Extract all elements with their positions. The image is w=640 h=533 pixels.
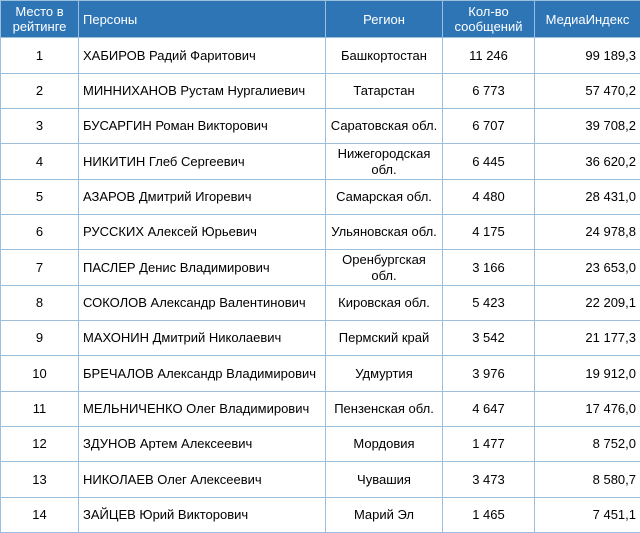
cell-rank: 3 [1, 109, 79, 144]
cell-count: 3 473 [443, 462, 535, 498]
cell-count: 11 246 [443, 38, 535, 74]
cell-person: АЗАРОВ Дмитрий Игоревич [79, 180, 326, 215]
cell-count: 6 707 [443, 109, 535, 144]
header-rank: Место в рейтинге [1, 1, 79, 38]
header-index: МедиаИндекс [535, 1, 640, 38]
cell-region: Пензенская обл. [326, 392, 443, 427]
cell-person: МЕЛЬНИЧЕНКО Олег Владимирович [79, 392, 326, 427]
cell-person: БУСАРГИН Роман Викторович [79, 109, 326, 144]
cell-person: СОКОЛОВ Александр Валентинович [79, 286, 326, 321]
cell-count: 4 175 [443, 215, 535, 250]
cell-rank: 6 [1, 215, 79, 250]
table-row [1, 144, 640, 180]
cell-rank: 13 [1, 462, 79, 498]
cell-rank: 1 [1, 38, 79, 74]
cell-count: 4 480 [443, 180, 535, 215]
cell-person: ПАСЛЕР Денис Владимирович [79, 250, 326, 286]
table-row [1, 180, 640, 215]
cell-media-index: 8 580,7 [535, 462, 640, 498]
cell-region: Марий Эл [326, 498, 443, 533]
cell-media-index: 36 620,2 [535, 144, 640, 180]
cell-person: МИННИХАНОВ Рустам Нургалиевич [79, 74, 326, 109]
header-row [1, 1, 640, 38]
cell-rank: 4 [1, 144, 79, 180]
cell-person: МАХОНИН Дмитрий Николаевич [79, 321, 326, 356]
cell-rank: 7 [1, 250, 79, 286]
table-row [1, 392, 640, 427]
cell-count: 5 423 [443, 286, 535, 321]
cell-rank: 2 [1, 74, 79, 109]
cell-media-index: 28 431,0 [535, 180, 640, 215]
cell-rank: 8 [1, 286, 79, 321]
table-row [1, 356, 640, 392]
cell-media-index: 57 470,2 [535, 74, 640, 109]
table-row [1, 109, 640, 144]
table-header [1, 1, 640, 38]
cell-region: Ульяновская обл. [326, 215, 443, 250]
cell-person: НИКОЛАЕВ Олег Алексеевич [79, 462, 326, 498]
cell-person: ЗАЙЦЕВ Юрий Викторович [79, 498, 326, 533]
cell-media-index: 21 177,3 [535, 321, 640, 356]
cell-media-index: 19 912,0 [535, 356, 640, 392]
cell-region: Удмуртия [326, 356, 443, 392]
table-row [1, 498, 640, 533]
cell-rank: 5 [1, 180, 79, 215]
cell-media-index: 23 653,0 [535, 250, 640, 286]
cell-count: 6 445 [443, 144, 535, 180]
cell-media-index: 8 752,0 [535, 427, 640, 462]
header-count: Кол-во сообщений [443, 1, 535, 38]
table-row [1, 286, 640, 321]
header-person: Персоны [79, 1, 326, 38]
cell-media-index: 22 209,1 [535, 286, 640, 321]
cell-person: НИКИТИН Глеб Сергеевич [79, 144, 326, 180]
table-body [1, 38, 640, 533]
cell-media-index: 39 708,2 [535, 109, 640, 144]
cell-count: 1 477 [443, 427, 535, 462]
cell-count: 6 773 [443, 74, 535, 109]
cell-region: Оренбургская обл. [326, 250, 443, 286]
cell-count: 3 976 [443, 356, 535, 392]
table-row [1, 215, 640, 250]
table-row [1, 250, 640, 286]
cell-media-index: 17 476,0 [535, 392, 640, 427]
cell-person: ЗДУНОВ Артем Алексеевич [79, 427, 326, 462]
cell-count: 3 166 [443, 250, 535, 286]
cell-media-index: 99 189,3 [535, 38, 640, 74]
header-region: Регион [326, 1, 443, 38]
cell-rank: 11 [1, 392, 79, 427]
cell-person: БРЕЧАЛОВ Александр Владимирович [79, 356, 326, 392]
cell-region: Кировская обл. [326, 286, 443, 321]
cell-region: Башкортостан [326, 38, 443, 74]
cell-region: Саратовская обл. [326, 109, 443, 144]
cell-rank: 12 [1, 427, 79, 462]
cell-region: Самарская обл. [326, 180, 443, 215]
cell-person: ХАБИРОВ Радий Фаритович [79, 38, 326, 74]
table-row [1, 74, 640, 109]
table-row [1, 38, 640, 74]
cell-media-index: 7 451,1 [535, 498, 640, 533]
cell-rank: 14 [1, 498, 79, 533]
cell-count: 1 465 [443, 498, 535, 533]
cell-media-index: 24 978,8 [535, 215, 640, 250]
cell-person: РУССКИХ Алексей Юрьевич [79, 215, 326, 250]
cell-count: 3 542 [443, 321, 535, 356]
cell-region: Татарстан [326, 74, 443, 109]
cell-region: Чувашия [326, 462, 443, 498]
cell-count: 4 647 [443, 392, 535, 427]
cell-rank: 9 [1, 321, 79, 356]
cell-rank: 10 [1, 356, 79, 392]
cell-region: Мордовия [326, 427, 443, 462]
table-row [1, 321, 640, 356]
table-row [1, 427, 640, 462]
cell-region: Пермский край [326, 321, 443, 356]
table-row [1, 462, 640, 498]
cell-region: Нижегородская обл. [326, 144, 443, 180]
